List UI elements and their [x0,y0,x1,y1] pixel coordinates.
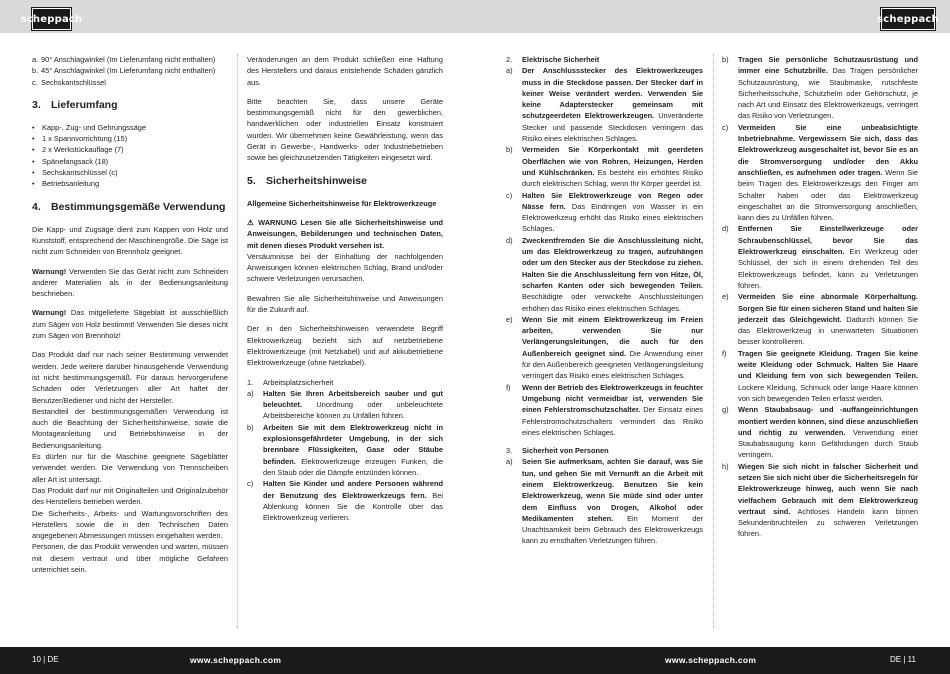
list-item: c) Vermeiden Sie eine unbeabsichtigte Inbetriebnahme. Vergewissern Sie sich, dass das Elektrowerkzeug ausgeschaltet ist, bevor Sie es an die Stromversorgung und/oder den Akku anschließen, es aufnehmen oder tragen. Wenn Sie beim Tragen des Elektrowerkzeugs den Finger am Schalter haben oder das Elektrowerkzeug eingeschaltet an die Stromversorgung anschließen, kann dies zu Unfällen führen. [722,122,918,223]
list-item: c) Halten Sie Kinder und andere Personen während der Benutzung des Elektrowerkzeugs fern. Bei Ablenkung können Sie die Kontrolle über das Elektrowerkzeug verlieren. [247,479,443,523]
page-number-left: 10 | DE [32,655,59,664]
brand-logo-left: scheppach [32,8,71,30]
subsection-heading: 2. Elektrische Sicherheit [506,55,600,64]
section-heading-verwendung: 4. Bestimmungsgemäße Verwendung [32,200,226,213]
list-item: • Spänefangsack (18) [32,156,109,166]
list-item: a) Seien Sie aufmerksam, achten Sie darauf, was Sie tun, und gehen Sie mit Vernunft an die Arbeit mit einem Elektrowerkzeug. Benutzen Sie kein Elektrowerkzeug, wenn Sie müde sind oder unter dem Einfluss von Drogen, Alkohol oder Medikamenten stehen. Ein Moment der Unachtsamkeit beim Gebrauch des Elektrowerkzeugs kann zu ernsthaften Verletzungen führen. [506,457,703,546]
list-item: a) Der Anschlussstecker des Elektrowerkzeuges muss in die Steckdose passen. Der Stecker darf in keiner Weise verändert werden. Verwenden Sie keine Adapterstecker gemeinsam mit schutzgeerdeten Elektrowerkzeugen. Unveränderte Stecker und passende Steckdosen verringern das Risiko eines elektrischen Schlages. [506,66,703,144]
warning-block: ⚠ WARNUNG Lesen Sie alle Sicherheitshinweise und Anweisungen, Bebilderungen und technischen Daten, mit denen dieses Produkt versehen ist. Versäumnisse bei der Einhaltung der nachfolgenden Anweisungen können elektrischen Schlag, Brand und/oder schwere Verletzungen verursachen. [247,217,443,284]
list-item: a) Halten Sie Ihren Arbeitsbereich sauber und gut beleuchtet. Unordnung oder unbeleuchtete Arbeitsbereiche können zu Unfällen führen. [247,388,443,421]
warning-paragraph: Warnung! Verwenden Sie das Gerät nicht zum Schneiden anderer Materialien als in der Bedienungsanleitung beschrieben. [32,266,228,299]
column-4 [722,54,918,540]
list-item: b) Tragen Sie persönliche Schutzausrüstung und immer eine Schutzbrille. Das Tragen persönlicher Schutzausrüstung, wie Staubmaske, rutschfeste Sicherheitsschuhe, Schutzhelm oder Gehörschutz, je nach Art und Einsatz des Elektrowerkzeugs, verringert das Risiko von Verletzungen. [722,55,918,121]
section-heading-lieferumfang: 3. Lieferumfang [32,98,118,111]
website-link-left[interactable]: www.scheppach.com [190,655,282,665]
subheading: Allgemeine Sicherheitshinweise für Elektrowerkzeuge [247,198,437,208]
list-item: • Kapp-, Zug- und Gehrungssäge [32,122,146,132]
paragraph: Veränderungen an dem Produkt schließen eine Haftung des Herstellers und daraus entstehende Schäden gänzlich aus. [247,55,443,87]
paragraph: Die Kapp- und Zugsäge dient zum Kappen von Holz und Kunststoff, entsprechend der Maschinengröße. Die Säge ist nicht zum Schneiden von Brennholz geeignet. [32,224,228,257]
column-divider-left [237,54,238,628]
footer-bar [0,647,950,674]
list-item: h) Wiegen Sie sich nicht in falscher Sicherheit und setzen Sie sich nicht über die Sicherheitsregeln für Elektrowerkzeuge hinweg, auch wenn Sie nach vielfachem Gebrauch mit dem Elektrowerkzeug vertraut sind. Achtloses Handeln kann binnen Sekundenbruchteilen zu schweren Verletzungen führen. [722,461,918,539]
column-3 [506,54,703,547]
list-item: b) Arbeiten Sie mit dem Elektrowerkzeug nicht in explosionsgefährdeter Umgebung, in der sich brennbare Flüssigkeiten, Gase oder Stäube befinden. Elektrowerkzeuge erzeugen Funken, die den Staub oder die Dämpfe entzünden können. [247,422,443,477]
list-item: • Sechskantschlüssel (c) [32,168,118,178]
delivery-list [32,122,228,190]
warning-paragraph: Warnung! Das mitgelieferte Sägeblatt ist ausschließlich zum Sägen von Holz bestimmt! Verwenden Sie dieses nicht zum Sägen von Brennholz! [32,308,228,341]
column-1 [32,54,228,575]
list-item: d) Entfernen Sie Einstellwerkzeuge oder Schraubenschlüssel, bevor Sie das Elektrowerkzeug einschalten. Ein Werkzeug oder Schlüssel, der sich in einem drehenden Teil des Elektrowerkzeugs befindet, kann zu Verletzungen führen. [722,224,918,290]
page-number-right: DE | 11 [890,655,916,664]
list-item: f) Wenn der Betrieb des Elektrowerkzeugs in feuchter Umgebung nicht vermeidbar ist, verwenden Sie einen Fehlerstromschutzschalter. Der Einsatz eines Fehlerstromschutzschalters vermindert das Risiko eines elektrischen Schlages. [506,382,703,437]
column-2 [247,54,443,523]
section-heading-sicherheitshinweise: 5. Sicherheitshinweise [247,174,367,187]
list-item: • 2 x Werkstückauflage (7) [32,145,124,155]
list-item: b) Vermeiden Sie Körperkontakt mit geerdeten Oberflächen wie von Rohren, Heizungen, Herden und Kühlschränken. Es besteht ein erhöhtes Risiko durch elektrischen Schlag, wenn Ihr Körper geerdet ist. [506,145,703,189]
header-bar [0,0,950,33]
list-item: a. 90° Anschlagwinkel (Im Lieferumfang nicht enthalten) [32,55,216,64]
list-item: b. 45° Anschlagwinkel (Im Lieferumfang nicht enthalten) [32,66,216,76]
list-item: e) Wenn Sie mit einem Elektrowerkzeug im Freien arbeiten, verwenden Sie nur Verlängerungsleitungen, die auch für den Außenbereich geeignet sind. Die Anwendung einer für den Außenbereich geeigneten Verlängerungsleitung verringert das Risiko eines elektrischen Schlages. [506,314,703,381]
subsection-heading: 1. Arbeitsplatzsicherheit [247,377,334,387]
paragraph: Bewahren Sie alle Sicherheitshinweise und Anweisungen für die Zukunft auf. [247,293,443,315]
website-link-right[interactable]: www.scheppach.com [665,655,757,665]
list-item: c. Sechskantschlüssel [32,77,106,87]
list-item: f) Tragen Sie geeignete Kleidung. Tragen Sie keine weite Kleidung oder Schmuck. Halten Sie Haare und Kleidung fern von sich bewegenden Teilen. Lockere Kleidung, Schmuck oder lange Haare können von sich bewegenden Teilen erfasst werden. [722,348,918,403]
paragraph: Der in den Sicherheitshinweisen verwendete Begriff Elektrowerkzeug bezieht sich auf netzbetriebene Elektrowerkzeuge (mit Netzkabel) und auf akkubetriebene Elektrowerkzeuge (ohne Netzkabel). [247,324,443,368]
list-item: • Betriebsanleitung [32,179,100,189]
list-item: g) Wenn Staubabsaug- und -auffangeinrichtungen montiert werden können, sind diese anzuschließen und richtig zu verwenden. Verwendung einer Staubabsaugung kann Gefährdungen durch Staub verringern. [722,405,918,460]
brand-logo-right: scheppach [881,8,935,30]
list-item: e) Vermeiden Sie eine abnormale Körperhaltung. Sorgen Sie für einen sicheren Stand und halten Sie jederzeit das Gleichgewicht. Dadurch können Sie das Elektrowerkzeug in unerwarteten Situationen besser kontrollieren. [722,292,918,347]
list-item: • 1 x Spannvorrichtung (15) [32,134,128,144]
subsection-heading: 3. Sicherheit von Personen [506,446,609,456]
column-divider-right [713,54,714,628]
list-item: d) Zweckentfremden Sie die Anschlussleitung nicht, um das Elektrowerkzeug zu tragen, aufzuhängen oder um den Stecker aus der Steckdose zu ziehen. Halten Sie die Anschlussleitung fern von Hitze, Öl, scharfen Kanten oder sich bewegenden Teilen. Beschädigte oder verwickelte Anschlussleitungen erhöhen das Risiko eines elektrischen Schlages. [506,235,703,313]
paragraph: Bitte beachten Sie, dass unsere Geräte bestimmungsgemäß nicht für den gewerblichen, handwerklichen oder industriellen Einsatz konstruiert wurden. Wir übernehmen keine Gewährleistung, wenn das Gerät in Gewerbe-, Handwerks- oder Industriebetrieben sowie bei gleichzusetzenden Tätigkeiten eingesetzt wird. [247,96,443,163]
paragraph: Das Produkt darf nur nach seiner Bestimmung verwendet werden. Jede weitere darüber hinausgehende Verwendung ist nicht bestimmungsgemäß. Für daraus hervorgerufene Schäden oder Verletzungen aller Art haftet der Benutzer/Bediener und nicht der Hersteller. Bestandteil der bestimmungsgemäßen Verwendung ist auch die Beachtung der Sicherheitshinweise, sowie die Montageanleitung und Betriebshinweise in der Bedienungsanleitung. Es dürfen nur für die Maschine geeignete Sägeblätter verwendet werden. Die Verwendung von Trennscheiben aller Art ist untersagt. Das Produkt darf nur mit Originalteilen und Originalzubehör des Herstellers betrieben werden. Die Sicherheits-, Arbeits- und Wartungsvorschriften des Herstellers sowie die in den Technischen Daten angegebenen Abmessungen müssen eingehalten werden. Personen, die das Produkt verwenden und warten, müssen mit diesem vertraut und über mögliche Gefahren unterrichtet sein. [32,350,228,574]
list-item: c) Halten Sie Elektrowerkzeuge von Regen oder Nässe fern. Das Eindringen von Wasser in ein Elektrowerkzeug erhöht das Risiko eines elektrischen Schlages. [506,190,703,234]
